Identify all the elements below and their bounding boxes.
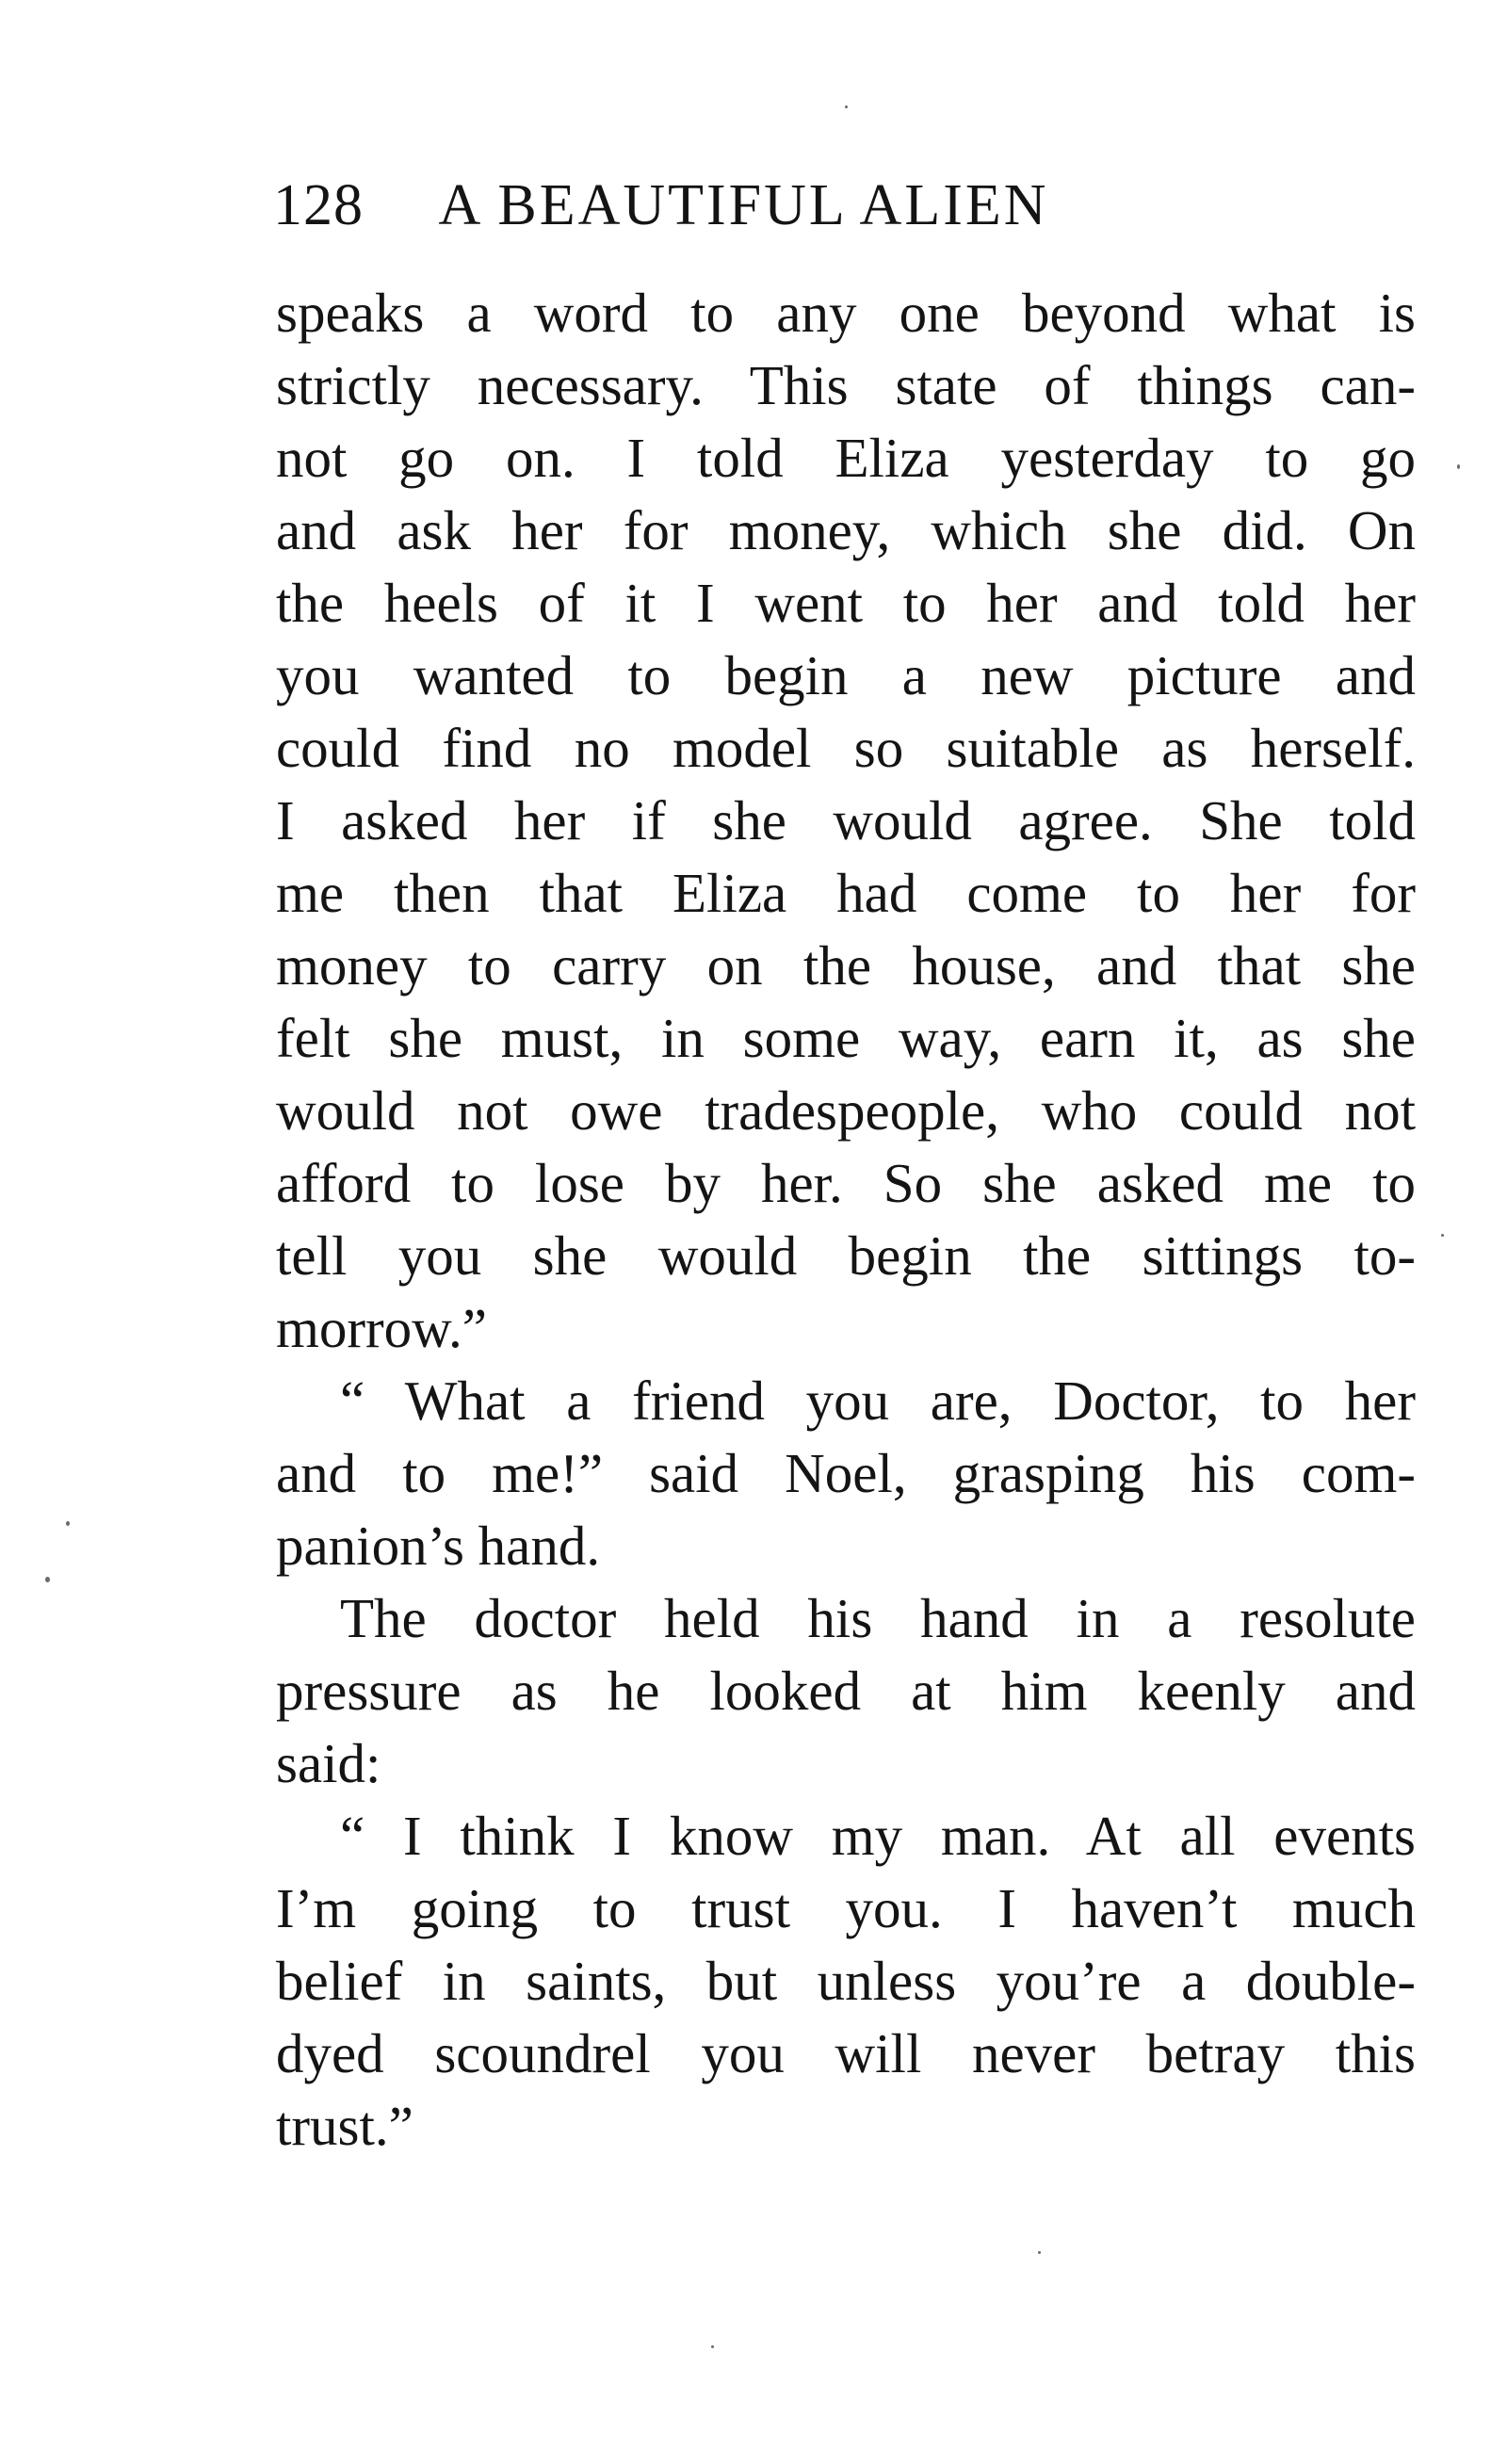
scan-speck — [45, 1577, 50, 1582]
text-line: strictly necessary. This state of things can- — [276, 354, 1416, 416]
text-line: the heels of it I went to her and told her — [276, 572, 1416, 634]
text-line: I asked her if she would agree. She told — [276, 789, 1416, 851]
text-line: not go on. I told Eliza yesterday to go — [276, 427, 1416, 489]
text-line: trust.” — [276, 2095, 413, 2157]
text-line: said: — [276, 1732, 381, 1794]
text-line: dyed scoundrel you will never betray this — [276, 2022, 1416, 2084]
text-line: could find no model so suitable as herself. — [276, 717, 1416, 779]
scan-speck — [1441, 1234, 1444, 1237]
text-line: I’m going to trust you. I haven’t much — [276, 1877, 1416, 1939]
text-line: panion’s hand. — [276, 1515, 601, 1577]
text-line: and ask her for money, which she did. On — [276, 499, 1416, 561]
text-line: “ I think I know my man. At all events — [340, 1805, 1416, 1867]
text-line: me then that Eliza had come to her for — [276, 862, 1416, 924]
scan-speck — [1038, 2251, 1041, 2254]
scan-speck — [711, 2345, 714, 2348]
scan-speck — [66, 1521, 70, 1526]
text-line: “ What a friend you are, Doctor, to her — [340, 1370, 1416, 1432]
text-line: would not owe tradespeople, who could not — [276, 1079, 1416, 1142]
text-line: belief in saints, but unless you’re a double- — [276, 1950, 1416, 2012]
scan-speck — [845, 105, 848, 108]
text-line: morrow.” — [276, 1297, 487, 1359]
scan-speck — [1457, 464, 1460, 469]
page-header — [273, 168, 1422, 243]
body-text — [276, 277, 1416, 2163]
text-line: speaks a word to any one beyond what is — [276, 282, 1416, 344]
text-line: The doctor held his hand in a resolute — [340, 1587, 1416, 1649]
text-line: and to me!” said Noel, grasping his com- — [276, 1442, 1416, 1504]
text-line: pressure as he looked at him keenly and — [276, 1660, 1416, 1722]
page-number: 128 — [273, 173, 364, 237]
running-title: A BEAUTIFUL ALIEN — [438, 173, 1049, 237]
text-line: money to carry on the house, and that she — [276, 934, 1416, 997]
text-line: tell you she would begin the sittings to- — [276, 1224, 1416, 1287]
text-line: afford to lose by her. So she asked me to — [276, 1152, 1416, 1214]
text-line: felt she must, in some way, earn it, as she — [276, 1007, 1416, 1069]
text-line: you wanted to begin a new picture and — [276, 644, 1416, 706]
